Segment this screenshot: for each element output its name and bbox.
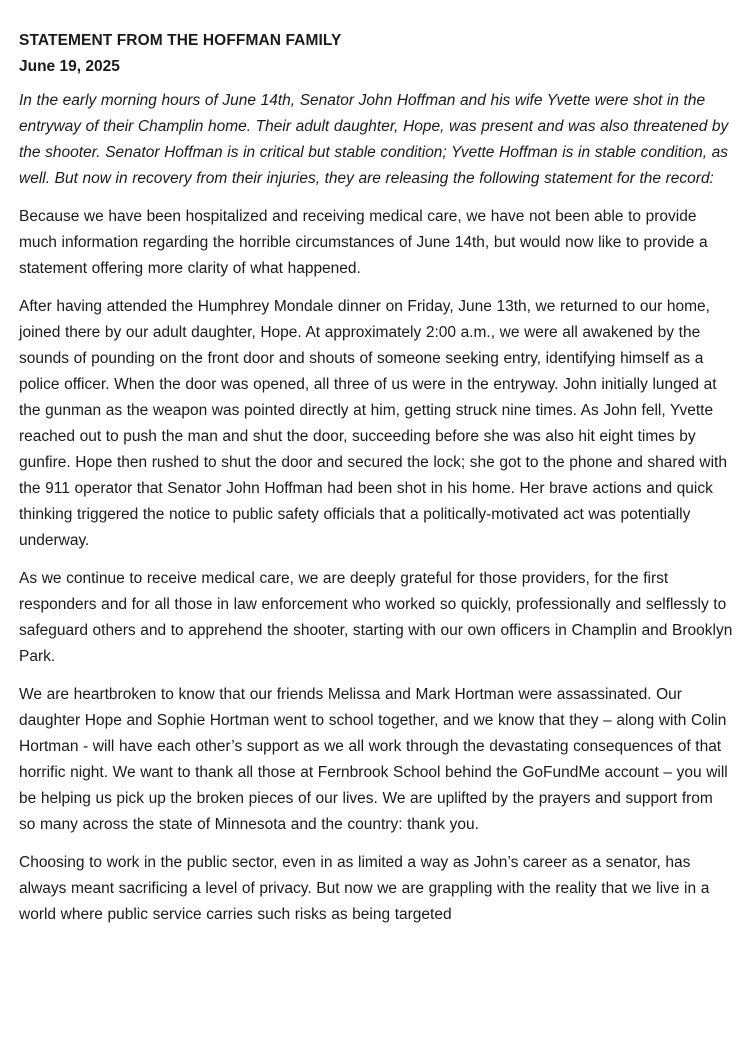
body-paragraph-5: Choosing to work in the public sector, even in as limited a way as John’s career as a senator, has always meant sacrificing a level of privacy. But now we are grappling with the reality that we live in a world where public service carries such risks as being targeted: [19, 854, 710, 923]
body-paragraph-3: As we continue to receive medical care, we are deeply grateful for those providers, for the first responders and for all those in law enforcement who worked so quickly, professionally and selflessly to safeguard others and to apprehend the shooter, starting with our own officers in Champlin and Brooklyn Park.: [19, 570, 733, 665]
statement-date: June 19, 2025: [19, 58, 120, 75]
statement-title: STATEMENT FROM THE HOFFMAN FAMILY: [19, 32, 342, 49]
body-paragraph-1: Because we have been hospitalized and receiving medical care, we have not been able to provide much information regarding the horrible circumstances of June 14th, but would now like to provide a statement offering more clarity of what happened.: [19, 208, 708, 277]
intro-paragraph: In the early morning hours of June 14th, Senator John Hoffman and his wife Yvette were shot in the entryway of their Champlin home. Their adult daughter, Hope, was present and was also threatened by the shooter. Senator Hoffman is in critical but stable condition; Yvette Hoffman is in stable condition, as well. But now in recovery from their injuries, they are releasing the following statement for the record:: [19, 92, 729, 187]
body-paragraph-2: After having attended the Humphrey Mondale dinner on Friday, June 13th, we returned to our home, joined there by our adult daughter, Hope. At approximately 2:00 a.m., we were all awakened by the sounds of pounding on the front door and shouts of someone seeking entry, identifying himself as a police officer. When the door was opened, all three of us were in the entryway. John initially lunged at the gunman as the weapon was pointed directly at him, getting struck nine times. As John fell, Yvette reached out to push the man and shut the door, succeeding before she was also hit eight times by gunfire. Hope then rushed to shut the door and secured the lock; she got to the phone and shared with the 911 operator that Senator John Hoffman had been shot in his home. Her brave actions and quick thinking triggered the notice to public safety officials that a politically-motivated act was potentially underway.: [19, 298, 727, 549]
body-paragraph-4: We are heartbroken to know that our friends Melissa and Mark Hortman were assassinated. Our daughter Hope and Sophie Hortman went to school together, and we know that they – along with Colin Hortman - will have each other’s support as we all work through the devastating consequences of that horrific night. We want to thank all those at Fernbrook School behind the GoFundMe account – you will be helping us pick up the broken pieces of our lives. We are uplifted by the prayers and support from so many across the state of Minnesota and the country: thank you.: [19, 686, 728, 833]
statement-document: [19, 28, 733, 940]
